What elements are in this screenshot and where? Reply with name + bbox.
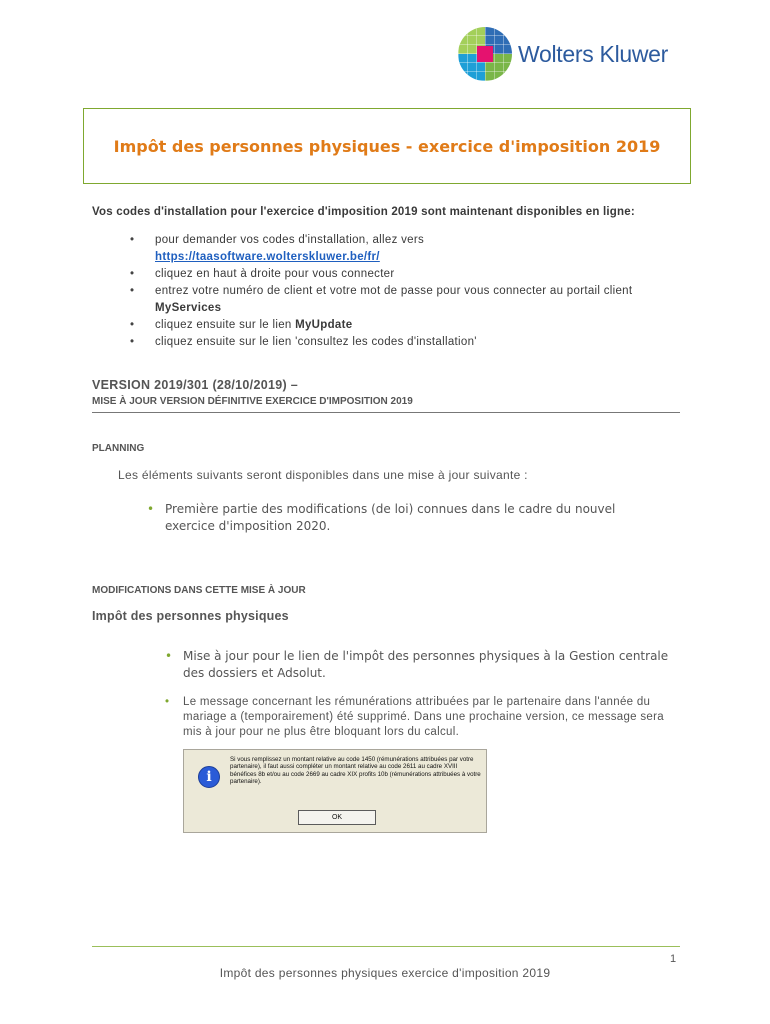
installation-steps-list xyxy=(130,232,670,351)
footer-text: Impôt des personnes physiques exercice d'imposition 2019 xyxy=(219,966,551,980)
title-box xyxy=(83,108,691,184)
page-title: Impôt des personnes physiques - exercice d'imposition 2019 xyxy=(113,136,661,156)
modification-bullet-1: • Mise à jour pour le lien de l'impôt des personnes physiques à la Gestion centrale des dossiers et Adsolut. xyxy=(183,648,678,682)
intro-text: Vos codes d'installation pour l'exercice d'imposition 2019 sont maintenant disponibles en ligne: xyxy=(92,206,635,218)
warning-dialog-screenshot xyxy=(183,749,487,833)
step-text: cliquez ensuite sur le lien xyxy=(155,319,292,331)
version-heading: VERSION 2019/301 (28/10/2019) – xyxy=(92,378,298,392)
step-text: pour demander vos codes d'installation, allez vers xyxy=(155,234,425,246)
section-divider xyxy=(92,412,680,413)
myservices-label: MyServices xyxy=(155,302,222,314)
logo-globe-icon xyxy=(458,27,512,81)
planning-bullet: • Première partie des modifications (de loi) connues dans le cadre du nouvel exercice d'imposition 2020. xyxy=(165,501,665,535)
list-item xyxy=(130,232,670,266)
logo-text: Wolters Kluwer xyxy=(518,40,669,67)
modifications-heading: MODIFICATIONS DANS CETTE MISE À JOUR xyxy=(92,585,306,596)
page-number: 1 xyxy=(670,953,677,965)
planning-heading: PLANNING xyxy=(92,443,145,454)
list-item xyxy=(130,317,670,334)
list-item xyxy=(130,283,670,317)
list-item: • cliquez en haut à droite pour vous connecter xyxy=(130,266,670,283)
dialog-message: Si vous remplissez un montant relative au code 1450 (rémunérations attribuées par votre partenaire), il faut aussi compléter un montant relative au code 2611 au cadre XVIII bénéfices 8b et/ou au code 2669 au cadre XIX profits 10b (rémunérations attribuées à votre partenaire). xyxy=(230,756,481,786)
modifications-subheading: Impôt des personnes physiques xyxy=(92,609,289,623)
taasoftware-link[interactable]: https://taasoftware.wolterskluwer.be/fr/ xyxy=(155,251,380,263)
footer-divider xyxy=(92,946,680,947)
info-icon: i xyxy=(198,766,220,788)
modification-bullet-2: • Le message concernant les rémunérations attribuées par le partenaire dans l'année du mariage a (temporairement) été supprimé. Dans une prochaine version, ce message sera mis à jour pour ne plus être bloquant lors du calcul. xyxy=(183,695,678,740)
step-text: entrez votre numéro de client et votre mot de passe pour vous connecter au portail client xyxy=(155,285,633,297)
ok-button[interactable]: OK xyxy=(298,810,376,825)
list-item: • cliquez ensuite sur le lien 'consultez les codes d'installation' xyxy=(130,334,670,351)
wolters-kluwer-logo xyxy=(458,26,668,82)
planning-text: Les éléments suivants seront disponibles dans une mise à jour suivante : xyxy=(118,468,528,482)
version-subheading: MISE À JOUR VERSION DÉFINITIVE EXERCICE D'IMPOSITION 2019 xyxy=(92,396,413,407)
myupdate-label: MyUpdate xyxy=(295,319,353,331)
